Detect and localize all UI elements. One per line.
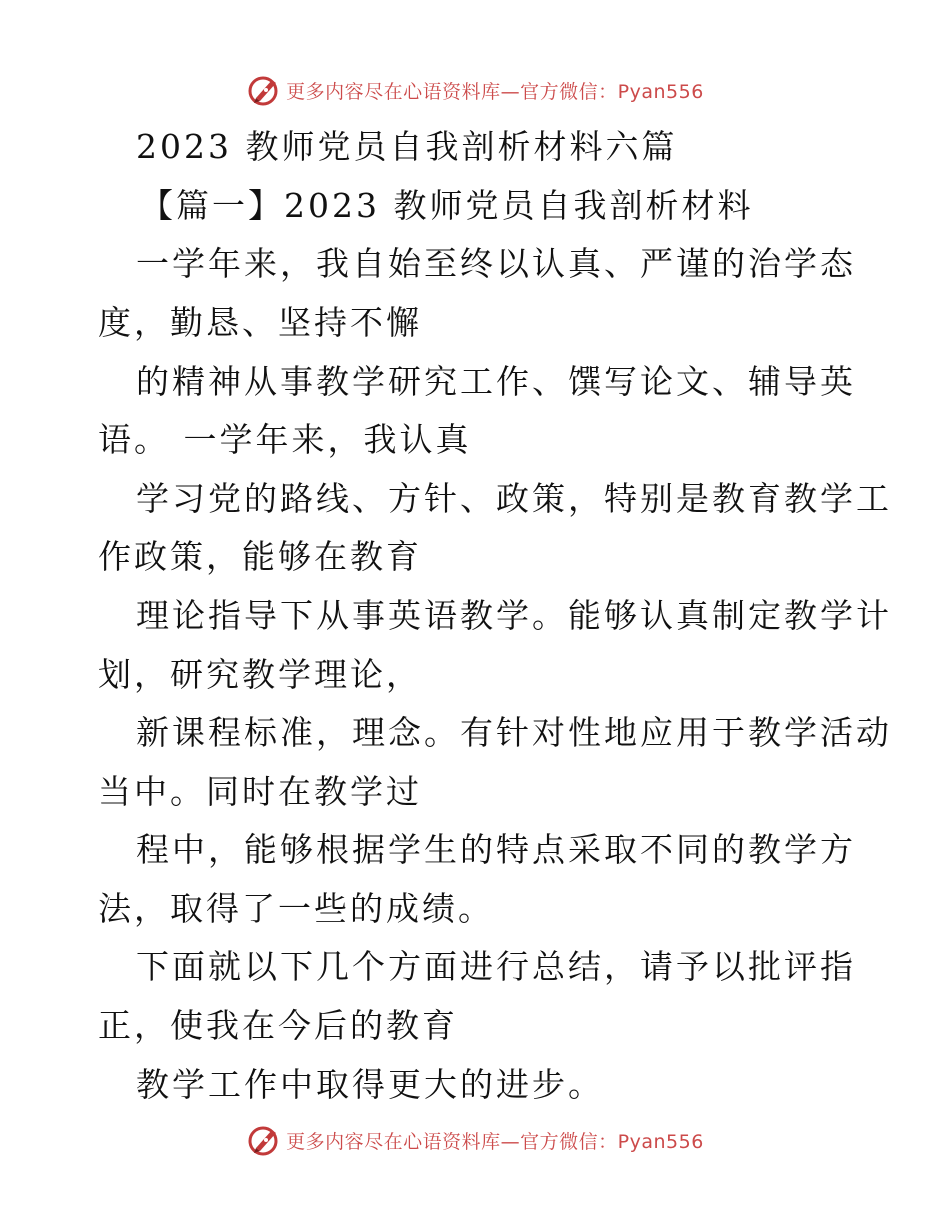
- paragraph-line: 作政策，能够在教育: [98, 537, 422, 576]
- pen-logo-icon: [246, 1122, 282, 1158]
- paragraph-line: 理论指导下从事英语教学。能够认真制定教学计: [136, 596, 892, 635]
- paragraph-line: 法，取得了一些的成绩。: [98, 889, 494, 928]
- paragraph-line: 正，使我在今后的教育: [98, 1006, 458, 1045]
- watermark-footer: [0, 1118, 950, 1162]
- paragraph-line: 语。 一学年来，我认真: [98, 420, 472, 459]
- watermark-header: [0, 68, 950, 112]
- paragraph-line: 学习党的路线、方针、政策，特别是教育教学工: [136, 479, 892, 518]
- paragraph-line: 度，勤恳、坚持不懈: [98, 303, 422, 342]
- paragraph-line: 当中。同时在教学过: [98, 772, 422, 811]
- document-title: 2023 教师党员自我剖析材料六篇: [136, 127, 678, 166]
- pen-logo-icon: [246, 72, 282, 108]
- paragraph-line: 程中，能够根据学生的特点采取不同的教学方: [136, 830, 856, 869]
- watermark-text: 更多内容尽在心语资料库—官方微信：Pyan556: [286, 1130, 704, 1153]
- paragraph-line: 下面就以下几个方面进行总结，请予以批评指: [136, 947, 856, 986]
- paragraph-line: 新课程标准，理念。有针对性地应用于教学活动: [136, 713, 892, 752]
- watermark-text: 更多内容尽在心语资料库—官方微信：Pyan556: [286, 80, 704, 103]
- paragraph-line: 教学工作中取得更大的进步。: [136, 1065, 604, 1104]
- paragraph-line: 一学年来，我自始至终以认真、严谨的治学态: [136, 244, 856, 283]
- paragraph-line: 划，研究教学理论，: [98, 655, 422, 694]
- section-heading: 【篇一】2023 教师党员自我剖析材料: [140, 186, 754, 225]
- paragraph-line: 的精神从事教学研究工作、馔写论文、辅导英: [136, 362, 856, 401]
